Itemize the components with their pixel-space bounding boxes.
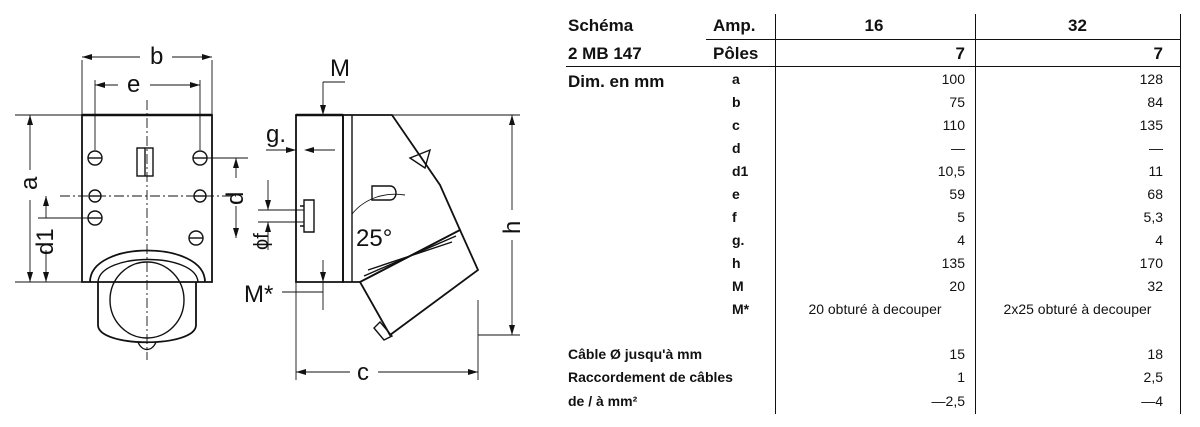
dim-label-phi-f: ϕf bbox=[251, 233, 273, 250]
dim-label-d: d bbox=[222, 191, 249, 205]
spec-table: Schéma Amp. 16 32 2 MB 147 Pôles 7 7 Dim. en mm a 100 128 b 75 84 c 110 135 d — — d1 10,5 11 e 59 68 f 5 5,3 g. 4 4 h 135 170 M 20 32 M* 20 obturé à decouper 2x25 obturé à decouper Câble Ø jusqu'à mm 15 18 Raccordement de câbles 1 2,5 de / à mm² —2,5 —4 bbox=[0, 0, 1200, 427]
poles-16: 7 bbox=[955, 44, 965, 63]
header-divider-bottom bbox=[566, 66, 1180, 67]
amp-label: Amp. bbox=[713, 16, 756, 35]
dim-label-a: a bbox=[16, 176, 43, 190]
dim-label-g: g. bbox=[266, 121, 287, 148]
dim-label-M-star: M* bbox=[244, 281, 274, 308]
header-divider-top bbox=[706, 39, 1180, 40]
amp-32: 32 bbox=[1068, 16, 1087, 35]
angle-label: 25° bbox=[356, 225, 393, 252]
schema-value: 2 MB 147 bbox=[568, 44, 642, 63]
dim-label: Dim. en mm bbox=[568, 72, 665, 91]
dim-label-d1: d1 bbox=[32, 228, 59, 255]
column-divider-3 bbox=[1180, 14, 1181, 414]
poles-32: 7 bbox=[1153, 44, 1163, 63]
dim-label-c: c bbox=[357, 359, 369, 386]
dim-label-M: M bbox=[330, 55, 350, 82]
dim-label-b: b bbox=[150, 43, 164, 70]
dim-label-e: e bbox=[127, 71, 141, 98]
dim-label-h: h bbox=[499, 220, 526, 234]
schema-label: Schéma bbox=[568, 16, 634, 35]
amp-16: 16 bbox=[864, 16, 884, 35]
poles-label: Pôles bbox=[713, 44, 759, 63]
